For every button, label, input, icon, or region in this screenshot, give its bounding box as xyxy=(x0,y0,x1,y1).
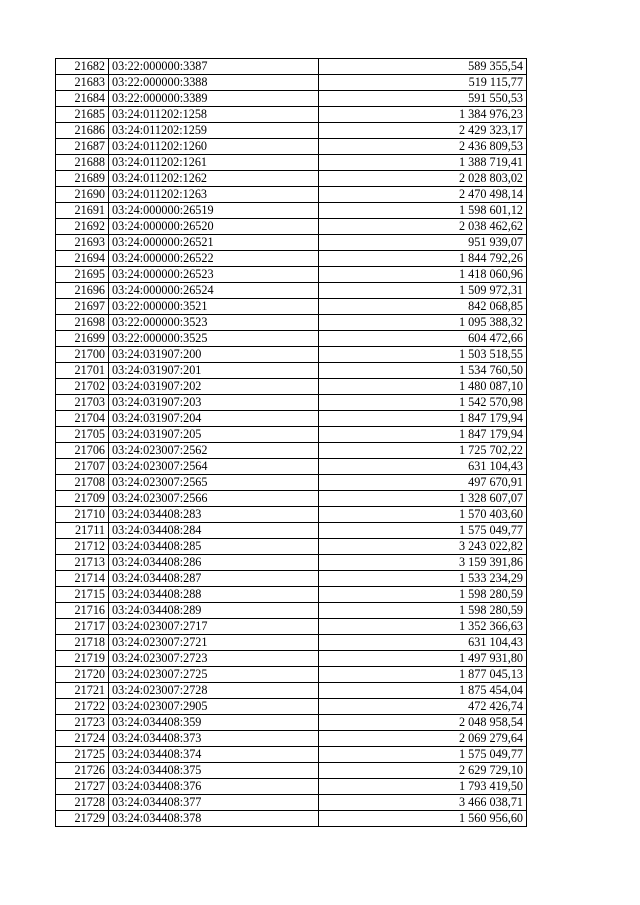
table-row xyxy=(56,443,527,459)
cadastral-value-cell: 1 560 956,60 xyxy=(319,811,527,827)
cadastral-value-cell: 591 550,53 xyxy=(319,91,527,107)
row-number-cell: 21701 xyxy=(56,363,109,379)
cadastral-value-cell: 1 875 454,04 xyxy=(319,683,527,699)
row-number-cell: 21703 xyxy=(56,395,109,411)
row-number-cell: 21699 xyxy=(56,331,109,347)
cadastral-value-cell: 1 575 049,77 xyxy=(319,747,527,763)
table-row xyxy=(56,459,527,475)
table-row xyxy=(56,507,527,523)
cadastral-value-cell: 3 243 022,82 xyxy=(319,539,527,555)
table-row xyxy=(56,619,527,635)
cadastral-value-cell: 1 534 760,50 xyxy=(319,363,527,379)
cadastral-number-cell: 03:24:000000:26522 xyxy=(109,251,319,267)
table-row xyxy=(56,779,527,795)
table-row xyxy=(56,219,527,235)
row-number-cell: 21691 xyxy=(56,203,109,219)
table-row xyxy=(56,411,527,427)
row-number-cell: 21690 xyxy=(56,187,109,203)
row-number-cell: 21708 xyxy=(56,475,109,491)
row-number-cell: 21696 xyxy=(56,283,109,299)
cadastral-number-cell: 03:24:031907:204 xyxy=(109,411,319,427)
cadastral-value-cell: 1 598 280,59 xyxy=(319,603,527,619)
cadastral-value-cell: 1 877 045,13 xyxy=(319,667,527,683)
row-number-cell: 21720 xyxy=(56,667,109,683)
row-number-cell: 21725 xyxy=(56,747,109,763)
cadastral-value-cell: 1 533 234,29 xyxy=(319,571,527,587)
row-number-cell: 21683 xyxy=(56,75,109,91)
cadastral-number-cell: 03:22:000000:3525 xyxy=(109,331,319,347)
cadastral-number-cell: 03:24:034408:359 xyxy=(109,715,319,731)
cadastral-number-cell: 03:24:011202:1261 xyxy=(109,155,319,171)
table-row xyxy=(56,683,527,699)
row-number-cell: 21684 xyxy=(56,91,109,107)
row-number-cell: 21694 xyxy=(56,251,109,267)
table-row xyxy=(56,603,527,619)
table-row xyxy=(56,571,527,587)
cadastral-number-cell: 03:24:000000:26524 xyxy=(109,283,319,299)
cadastral-number-cell: 03:24:011202:1258 xyxy=(109,107,319,123)
cadastral-number-cell: 03:24:023007:2728 xyxy=(109,683,319,699)
table-body xyxy=(56,59,527,827)
table-row xyxy=(56,555,527,571)
cadastral-number-cell: 03:24:034408:378 xyxy=(109,811,319,827)
table-row xyxy=(56,523,527,539)
row-number-cell: 21710 xyxy=(56,507,109,523)
table-row xyxy=(56,715,527,731)
cadastral-number-cell: 03:22:000000:3388 xyxy=(109,75,319,91)
cadastral-value-cell: 589 355,54 xyxy=(319,59,527,75)
cadastral-value-cell: 1 847 179,94 xyxy=(319,427,527,443)
cadastral-number-cell: 03:24:011202:1259 xyxy=(109,123,319,139)
cadastral-value-cell: 1 095 388,32 xyxy=(319,315,527,331)
cadastral-value-cell: 472 426,74 xyxy=(319,699,527,715)
table-row xyxy=(56,59,527,75)
row-number-cell: 21729 xyxy=(56,811,109,827)
cadastral-value-cell: 2 470 498,14 xyxy=(319,187,527,203)
cadastral-number-cell: 03:24:023007:2562 xyxy=(109,443,319,459)
cadastral-number-cell: 03:24:023007:2717 xyxy=(109,619,319,635)
cadastral-value-cell: 1 352 366,63 xyxy=(319,619,527,635)
row-number-cell: 21728 xyxy=(56,795,109,811)
cadastral-value-cell: 1 844 792,26 xyxy=(319,251,527,267)
cadastral-number-cell: 03:24:034408:377 xyxy=(109,795,319,811)
row-number-cell: 21727 xyxy=(56,779,109,795)
table-row xyxy=(56,395,527,411)
cadastral-number-cell: 03:24:011202:1263 xyxy=(109,187,319,203)
table-row xyxy=(56,379,527,395)
table-row xyxy=(56,731,527,747)
cadastral-number-cell: 03:24:023007:2905 xyxy=(109,699,319,715)
row-number-cell: 21695 xyxy=(56,267,109,283)
cadastral-number-cell: 03:24:034408:286 xyxy=(109,555,319,571)
row-number-cell: 21714 xyxy=(56,571,109,587)
table-row xyxy=(56,75,527,91)
table-row xyxy=(56,235,527,251)
cadastral-number-cell: 03:22:000000:3523 xyxy=(109,315,319,331)
row-number-cell: 21693 xyxy=(56,235,109,251)
cadastral-number-cell: 03:24:034408:373 xyxy=(109,731,319,747)
row-number-cell: 21709 xyxy=(56,491,109,507)
row-number-cell: 21688 xyxy=(56,155,109,171)
cadastral-value-cell: 519 115,77 xyxy=(319,75,527,91)
row-number-cell: 21722 xyxy=(56,699,109,715)
table-row xyxy=(56,763,527,779)
cadastral-value-cell: 497 670,91 xyxy=(319,475,527,491)
table-row xyxy=(56,651,527,667)
cadastral-number-cell: 03:24:034408:285 xyxy=(109,539,319,555)
cadastral-value-cell: 1 598 601,12 xyxy=(319,203,527,219)
cadastral-value-cell: 1 570 403,60 xyxy=(319,507,527,523)
cadastral-number-cell: 03:24:034408:374 xyxy=(109,747,319,763)
cadastral-value-cell: 631 104,43 xyxy=(319,459,527,475)
table-row xyxy=(56,539,527,555)
cadastral-number-cell: 03:24:034408:283 xyxy=(109,507,319,523)
cadastral-number-cell: 03:24:023007:2721 xyxy=(109,635,319,651)
cadastral-value-cell: 3 466 038,71 xyxy=(319,795,527,811)
cadastral-value-cell: 1 497 931,80 xyxy=(319,651,527,667)
cadastral-value-cell: 1 480 087,10 xyxy=(319,379,527,395)
cadastral-value-cell: 1 503 518,55 xyxy=(319,347,527,363)
cadastral-number-cell: 03:24:023007:2723 xyxy=(109,651,319,667)
table-row xyxy=(56,667,527,683)
row-number-cell: 21686 xyxy=(56,123,109,139)
cadastral-number-cell: 03:22:000000:3521 xyxy=(109,299,319,315)
row-number-cell: 21719 xyxy=(56,651,109,667)
cadastral-value-cell: 2 069 279,64 xyxy=(319,731,527,747)
cadastral-value-cell: 1 793 419,50 xyxy=(319,779,527,795)
row-number-cell: 21704 xyxy=(56,411,109,427)
cadastral-value-cell: 2 429 323,17 xyxy=(319,123,527,139)
row-number-cell: 21685 xyxy=(56,107,109,123)
table-row xyxy=(56,811,527,827)
table-row xyxy=(56,203,527,219)
cadastral-number-cell: 03:24:011202:1260 xyxy=(109,139,319,155)
table-row xyxy=(56,251,527,267)
row-number-cell: 21711 xyxy=(56,523,109,539)
table-row xyxy=(56,107,527,123)
table-row xyxy=(56,187,527,203)
cadastral-number-cell: 03:24:000000:26519 xyxy=(109,203,319,219)
cadastral-value-cell: 1 542 570,98 xyxy=(319,395,527,411)
row-number-cell: 21698 xyxy=(56,315,109,331)
cadastral-value-cell: 1 509 972,31 xyxy=(319,283,527,299)
table-row xyxy=(56,427,527,443)
table-row xyxy=(56,635,527,651)
row-number-cell: 21716 xyxy=(56,603,109,619)
table-row xyxy=(56,331,527,347)
row-number-cell: 21707 xyxy=(56,459,109,475)
cadastral-number-cell: 03:24:034408:376 xyxy=(109,779,319,795)
cadastral-value-cell: 2 629 729,10 xyxy=(319,763,527,779)
table-row xyxy=(56,347,527,363)
row-number-cell: 21700 xyxy=(56,347,109,363)
cadastral-number-cell: 03:24:000000:26523 xyxy=(109,267,319,283)
cadastral-value-cell: 2 028 803,02 xyxy=(319,171,527,187)
row-number-cell: 21697 xyxy=(56,299,109,315)
cadastral-number-cell: 03:24:031907:202 xyxy=(109,379,319,395)
cadastral-number-cell: 03:24:000000:26521 xyxy=(109,235,319,251)
row-number-cell: 21706 xyxy=(56,443,109,459)
cadastral-number-cell: 03:24:034408:375 xyxy=(109,763,319,779)
row-number-cell: 21712 xyxy=(56,539,109,555)
cadastral-number-cell: 03:24:000000:26520 xyxy=(109,219,319,235)
cadastral-value-cell: 842 068,85 xyxy=(319,299,527,315)
row-number-cell: 21718 xyxy=(56,635,109,651)
cadastral-value-cell: 631 104,43 xyxy=(319,635,527,651)
cadastral-number-cell: 03:22:000000:3387 xyxy=(109,59,319,75)
cadastral-number-cell: 03:24:031907:200 xyxy=(109,347,319,363)
cadastral-value-cell: 604 472,66 xyxy=(319,331,527,347)
cadastral-value-cell: 1 725 702,22 xyxy=(319,443,527,459)
row-number-cell: 21717 xyxy=(56,619,109,635)
table-row xyxy=(56,475,527,491)
cadastral-number-cell: 03:24:034408:284 xyxy=(109,523,319,539)
cadastral-value-cell: 2 436 809,53 xyxy=(319,139,527,155)
table-row xyxy=(56,795,527,811)
cadastral-number-cell: 03:24:023007:2566 xyxy=(109,491,319,507)
table-row xyxy=(56,587,527,603)
cadastral-value-cell: 2 048 958,54 xyxy=(319,715,527,731)
cadastral-number-cell: 03:24:023007:2725 xyxy=(109,667,319,683)
cadastral-number-cell: 03:24:034408:288 xyxy=(109,587,319,603)
row-number-cell: 21721 xyxy=(56,683,109,699)
row-number-cell: 21687 xyxy=(56,139,109,155)
table-row xyxy=(56,315,527,331)
cadastral-value-cell: 1 328 607,07 xyxy=(319,491,527,507)
cadastral-number-cell: 03:24:031907:205 xyxy=(109,427,319,443)
row-number-cell: 21682 xyxy=(56,59,109,75)
table-row xyxy=(56,155,527,171)
row-number-cell: 21702 xyxy=(56,379,109,395)
cadastral-value-table xyxy=(55,58,527,827)
cadastral-value-cell: 1 598 280,59 xyxy=(319,587,527,603)
cadastral-value-cell: 2 038 462,62 xyxy=(319,219,527,235)
table-row xyxy=(56,123,527,139)
row-number-cell: 21692 xyxy=(56,219,109,235)
row-number-cell: 21726 xyxy=(56,763,109,779)
cadastral-number-cell: 03:24:034408:289 xyxy=(109,603,319,619)
cadastral-value-cell: 3 159 391,86 xyxy=(319,555,527,571)
cadastral-number-cell: 03:24:023007:2565 xyxy=(109,475,319,491)
table-row xyxy=(56,699,527,715)
table-row xyxy=(56,283,527,299)
cadastral-value-cell: 1 847 179,94 xyxy=(319,411,527,427)
table-row xyxy=(56,363,527,379)
cadastral-value-cell: 1 418 060,96 xyxy=(319,267,527,283)
table-row xyxy=(56,299,527,315)
cadastral-number-cell: 03:24:031907:203 xyxy=(109,395,319,411)
cadastral-number-cell: 03:22:000000:3389 xyxy=(109,91,319,107)
table-row xyxy=(56,171,527,187)
table-row xyxy=(56,747,527,763)
cadastral-value-cell: 951 939,07 xyxy=(319,235,527,251)
cadastral-value-cell: 1 384 976,23 xyxy=(319,107,527,123)
cadastral-number-cell: 03:24:031907:201 xyxy=(109,363,319,379)
row-number-cell: 21724 xyxy=(56,731,109,747)
cadastral-number-cell: 03:24:034408:287 xyxy=(109,571,319,587)
row-number-cell: 21705 xyxy=(56,427,109,443)
cadastral-value-cell: 1 388 719,41 xyxy=(319,155,527,171)
row-number-cell: 21715 xyxy=(56,587,109,603)
cadastral-number-cell: 03:24:023007:2564 xyxy=(109,459,319,475)
cadastral-value-cell: 1 575 049,77 xyxy=(319,523,527,539)
table-row xyxy=(56,139,527,155)
table-row xyxy=(56,91,527,107)
table-row xyxy=(56,491,527,507)
row-number-cell: 21689 xyxy=(56,171,109,187)
cadastral-number-cell: 03:24:011202:1262 xyxy=(109,171,319,187)
table-row xyxy=(56,267,527,283)
row-number-cell: 21713 xyxy=(56,555,109,571)
row-number-cell: 21723 xyxy=(56,715,109,731)
